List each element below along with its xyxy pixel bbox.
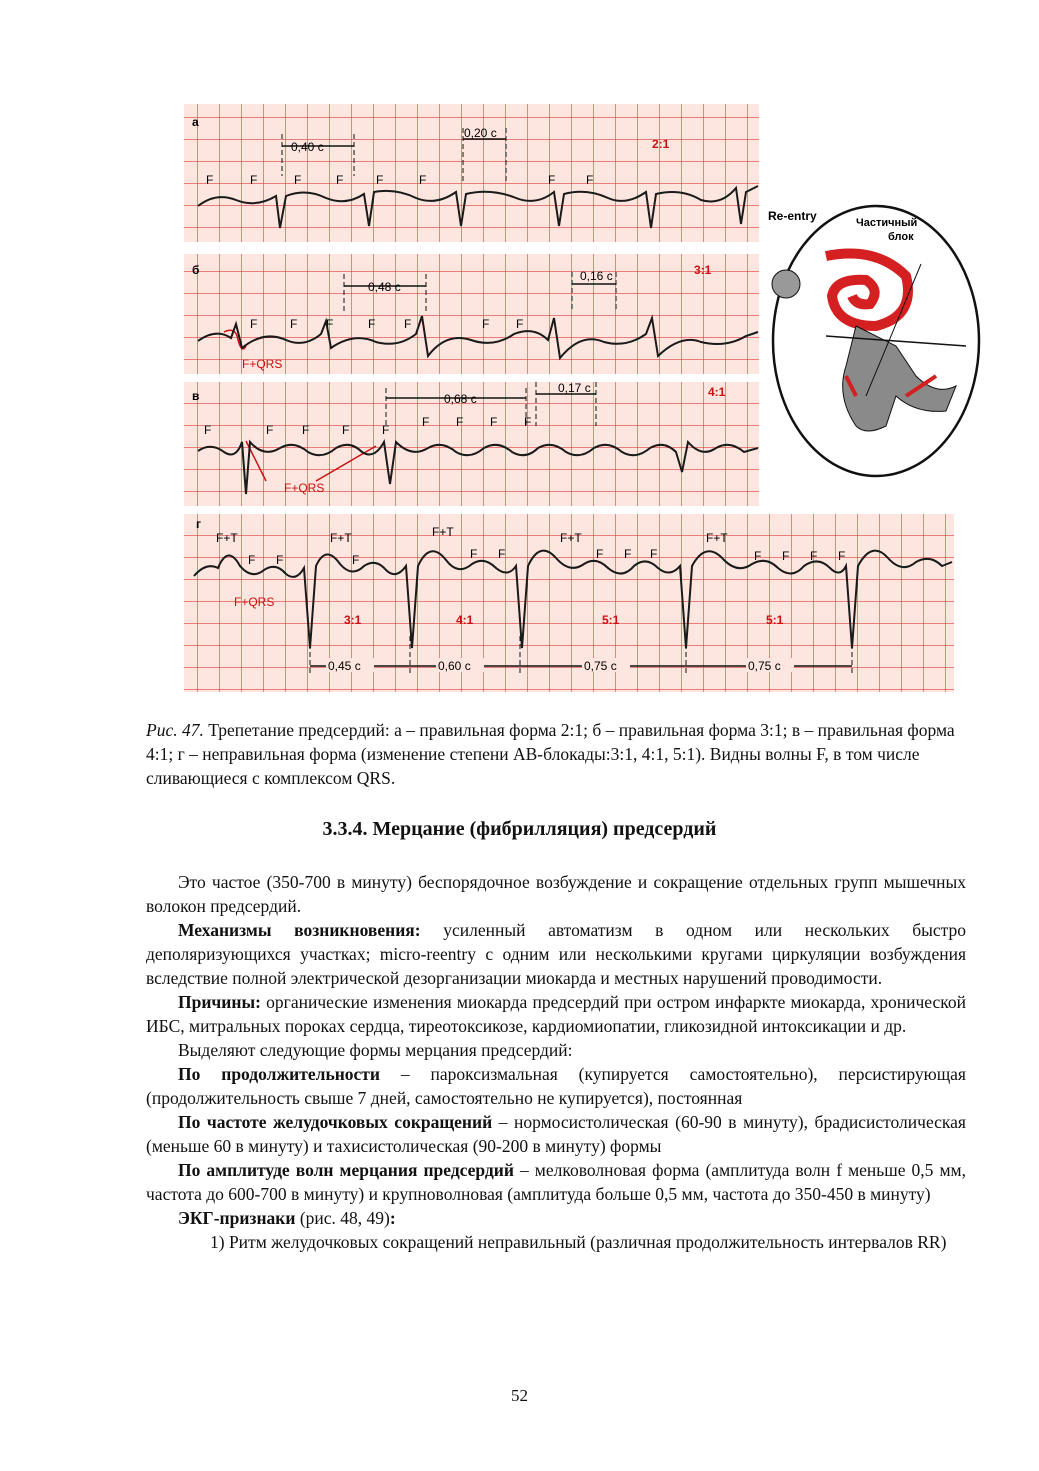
interval-label: 0,16 c	[580, 269, 613, 283]
caption-text: Трепетание предсердий: а – правильная форма 2:1; б – правильная форма 3:1; в – правильная форма 4:1; г – неправильная форма (изменение степени АВ-блокады:3:1, 4:1, 5:1). Видны волны F, в том числе сливающиеся с комплексом QRS.	[146, 720, 955, 788]
f-wave-label: F	[376, 173, 384, 187]
fusion-label: F+QRS	[284, 481, 325, 495]
ecg-figure	[176, 96, 981, 696]
paragraph	[146, 1158, 966, 1206]
fusion-label: F+QRS	[234, 595, 275, 609]
paragraph-text: усиленный автоматизм в одном или нескольких быстро деполяризующихся участках; micro-reentry с одним или несколькими кругами циркуляции возбуждения вследствие полной электрической дезорганизации миокарда и местных нарушений проводимости.	[146, 920, 966, 988]
f-wave-label: F	[302, 423, 310, 437]
strip-a	[184, 104, 759, 242]
ft-label: F+T	[216, 531, 238, 545]
ratio-label: 4:1	[456, 613, 474, 627]
f-wave-label: F	[470, 547, 478, 561]
f-wave-label: F	[624, 547, 632, 561]
f-wave-label: F	[204, 423, 212, 437]
paragraph	[146, 1110, 966, 1158]
f-wave-label: F	[382, 423, 390, 437]
strip-c	[184, 381, 759, 506]
interval-label: 0,20 c	[464, 126, 497, 140]
f-wave-label: F	[524, 415, 532, 429]
paragraph	[146, 918, 966, 990]
f-wave-label: F	[498, 547, 506, 561]
f-wave-label: F	[250, 317, 258, 331]
fusion-label: F+QRS	[242, 357, 283, 371]
ratio-label: 5:1	[602, 613, 620, 627]
f-wave-label: F	[456, 415, 464, 429]
f-wave-label: F	[419, 173, 427, 187]
ft-label: F+T	[432, 525, 454, 539]
ratio-label: 4:1	[708, 385, 726, 399]
f-wave-label: F	[810, 549, 818, 563]
section-title: 3.3.4. Мерцание (фибрилляция) предсердий	[322, 818, 717, 840]
f-wave-label: F	[650, 547, 658, 561]
f-wave-label: F	[276, 553, 284, 567]
term-label: По амплитуде волн мерцания предсердий	[178, 1160, 514, 1180]
f-wave-label: F	[754, 549, 762, 563]
f-wave-label: F	[516, 317, 524, 331]
list-item: 1) Ритм желудочковых сокращений неправильный (различная продолжительность интервалов RR)	[210, 1232, 947, 1252]
figure-caption	[146, 718, 972, 790]
paragraph	[146, 1206, 966, 1230]
reentry-diagram	[768, 206, 979, 476]
f-wave-label: F	[422, 415, 430, 429]
ft-label: F+T	[560, 531, 582, 545]
interval-label: 0,45 c	[328, 659, 361, 673]
ratio-label: 5:1	[766, 613, 784, 627]
term-label: Причины:	[178, 992, 261, 1012]
f-wave-label: F	[586, 173, 594, 187]
interval-label: 0,40 c	[291, 140, 324, 154]
interval-label: 0,48 c	[368, 280, 401, 294]
paragraph: Это частое (350-700 в минуту) беспорядочное возбуждение и сокращение отдельных групп мышечных волокон предсердий.	[146, 872, 966, 916]
strip-letter: г	[196, 517, 201, 531]
interval-label: 0,75 c	[748, 659, 781, 673]
ratio-label: 3:1	[694, 263, 712, 277]
term-label: По частоте желудочковых сокращений	[178, 1112, 493, 1132]
strip-letter: б	[192, 263, 200, 277]
f-wave-label: F	[596, 547, 604, 561]
ft-label: F+T	[330, 531, 352, 545]
f-wave-label: F	[342, 423, 350, 437]
strip-letter: a	[192, 115, 199, 129]
term-label: ЭКГ-признаки	[178, 1208, 296, 1228]
caption-label: Рис. 47.	[146, 720, 204, 740]
term-label: Механизмы возникновения:	[178, 920, 421, 940]
paragraph: Выделяют следующие формы мерцания предсердий:	[178, 1040, 573, 1060]
f-wave-label: F	[250, 173, 258, 187]
f-wave-label: F	[490, 415, 498, 429]
f-wave-label: F	[266, 423, 274, 437]
ft-label: F+T	[706, 531, 728, 545]
f-wave-label: F	[290, 317, 298, 331]
f-wave-label: F	[482, 317, 490, 331]
page-number: 52	[511, 1386, 528, 1405]
paragraph	[146, 990, 966, 1038]
interval-label: 0,60 c	[438, 659, 471, 673]
f-wave-label: F	[838, 549, 846, 563]
f-wave-label: F	[782, 549, 790, 563]
block-label-line2: блок	[888, 231, 914, 243]
colon: :	[389, 1208, 396, 1228]
interval-label: 0,75 c	[584, 659, 617, 673]
f-wave-label: F	[206, 173, 214, 187]
f-wave-label: F	[294, 173, 302, 187]
paragraph	[146, 1062, 966, 1110]
strip-b	[184, 254, 759, 374]
interval-label: 0,68 c	[444, 392, 477, 406]
f-wave-label: F	[336, 173, 344, 187]
f-wave-label: F	[352, 553, 360, 567]
body-text	[146, 870, 966, 1254]
paragraph-text: – мелковолновая форма (амплитуда волн f меньше 0,5 мм, частота до 600-700 в минуту) и крупноволновая (амплитуда больше 0,5 мм, частота до 350-450 в минуту)	[146, 1160, 966, 1204]
f-wave-label: F	[248, 553, 256, 567]
f-wave-label: F	[368, 317, 376, 331]
ratio-label: 3:1	[344, 613, 362, 627]
strip-d	[184, 514, 954, 692]
interval-label: 0,17 c	[558, 381, 591, 395]
paragraph-text: органические изменения миокарда предсердий при остром инфаркте миокарда, хронической ИБС, митральных пороках сердца, тиреотоксикозе, кардиомиопатии, гликозидной интоксикации и др.	[146, 992, 966, 1036]
reentry-label: Re-entry	[768, 209, 817, 223]
f-wave-label: F	[404, 317, 412, 331]
strip-letter: в	[192, 389, 200, 403]
ratio-label: 2:1	[652, 137, 670, 151]
f-wave-label: F	[326, 317, 334, 331]
paragraph-text: – пароксизмальная (купируется самостоятельно), персистирующая (продолжительность свыше 7 дней, самостоятельно не купируется), постоянная	[146, 1064, 966, 1108]
block-label-line1: Частичный	[856, 217, 918, 229]
paragraph-text: – нормосистолическая (60-90 в минуту), брадисистолическая (меньше 60 в минуту) и тахисистолическая (90-200 в минуту) формы	[146, 1112, 966, 1156]
term-label: По продолжительности	[178, 1064, 380, 1084]
paragraph-text: (рис. 48, 49)	[295, 1208, 390, 1228]
f-wave-label: F	[548, 173, 556, 187]
